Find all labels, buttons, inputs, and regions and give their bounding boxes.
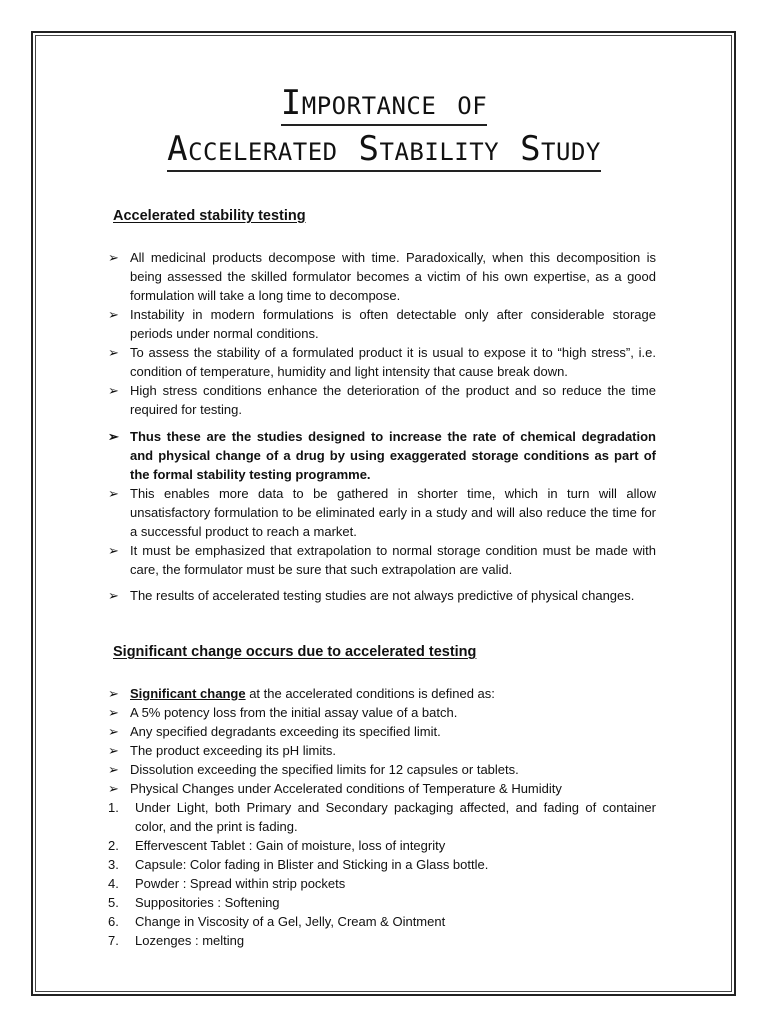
list-item-text: Instability in modern formulations is often detectable only after considerable storage periods under normal conditions. — [130, 307, 656, 341]
list-item-text: Under Light, both Primary and Secondary packaging affected, and fading of container color, and the print is fading. — [135, 800, 656, 834]
list-item-text: This enables more data to be gathered in shorter time, which in turn will allow unsatisfactory formulation to be eliminated early in a study and will also reduce the time for a successful product to reach a market. — [130, 486, 656, 539]
bullet-arrow-icon: ➢ — [108, 762, 119, 777]
list-item-text: The results of accelerated testing studies are not always predictive of physical changes. — [130, 588, 635, 603]
bullet-arrow-icon: ➢ — [108, 383, 119, 398]
section-heading-significant-change: Significant change occurs due to accelerated testing — [113, 644, 477, 660]
bullet-arrow-icon: ➢ — [108, 724, 119, 739]
item-number: 5. — [108, 895, 119, 910]
list-item-text: Any specified degradants exceeding its specified limit. — [130, 724, 441, 739]
list-item — [108, 722, 656, 741]
numbered-item — [108, 893, 656, 912]
list-item-text: The product exceeding its pH limits. — [130, 743, 336, 758]
list-item — [108, 760, 656, 779]
numbered-item — [108, 912, 656, 931]
item-number: 3. — [108, 857, 119, 872]
bullet-arrow-icon: ➢ — [108, 781, 119, 796]
list-item-text: Change in Viscosity of a Gel, Jelly, Cream & Ointment — [135, 914, 446, 929]
list-item-text: A 5% potency loss from the initial assay value of a batch. — [130, 705, 458, 720]
item-number: 2. — [108, 838, 119, 853]
title-text-1: Importance of — [281, 83, 487, 126]
list-item-text: Effervescent Tablet : Gain of moisture, loss of integrity — [135, 838, 446, 853]
list-item-text: All medicinal products decompose with time. Paradoxically, when this decomposition is being assessed the skilled formulator becomes a victim of his own expertise, as a good formulation will take a long time to decompose. — [130, 250, 656, 303]
item-number: 4. — [108, 876, 119, 891]
bullet-arrow-icon: ➢ — [108, 743, 119, 758]
page-title-line-1 — [0, 83, 768, 126]
list-item-text: To assess the stability of a formulated product it is usual to expose it to “high stress”, i.e. condition of temperature, humidity and light intensity that cause break down. — [130, 345, 656, 379]
numbered-item — [108, 874, 656, 893]
list-item-text: Physical Changes under Accelerated conditions of Temperature & Humidity — [130, 781, 562, 796]
title-text-2-wrap — [167, 129, 601, 172]
list-item — [108, 586, 656, 605]
list-item-text: at the accelerated conditions is defined as: — [245, 686, 495, 701]
bullet-list-4 — [108, 684, 656, 798]
bullet-arrow-icon: ➢ — [108, 705, 119, 720]
section-heading-accelerated-stability: Accelerated stability testing — [113, 208, 306, 224]
defined-term: Significant change — [130, 686, 246, 701]
item-number: 1. — [108, 800, 119, 815]
list-item — [108, 779, 656, 798]
list-item-text: Powder : Spread within strip pockets — [135, 876, 346, 891]
list-item — [108, 541, 656, 579]
numbered-item — [108, 855, 656, 874]
bullet-arrow-icon: ➢ — [108, 250, 119, 265]
page-title-line-2 — [0, 129, 768, 172]
list-item — [108, 684, 656, 703]
bullet-list-2 — [108, 427, 656, 579]
numbered-item — [108, 798, 656, 836]
bullet-list-1 — [108, 248, 656, 419]
list-item — [108, 703, 656, 722]
bullet-arrow-icon: ➢ — [108, 588, 119, 603]
title-text-2: Accelerated Stability Study — [167, 129, 601, 169]
list-item — [108, 484, 656, 541]
list-item — [108, 741, 656, 760]
list-item — [108, 248, 656, 305]
list-item-text: Suppositories : Softening — [135, 895, 280, 910]
bullet-arrow-icon: ➢ — [108, 543, 119, 558]
list-item-text: High stress conditions enhance the deterioration of the product and so reduce the time required for testing. — [130, 383, 656, 417]
bullet-arrow-icon: ➢ — [108, 686, 119, 701]
bullet-arrow-icon: ➢ — [108, 345, 119, 360]
list-item — [108, 381, 656, 419]
numbered-item — [108, 931, 656, 950]
list-item-emphasis — [108, 427, 656, 484]
list-item — [108, 343, 656, 381]
item-number: 6. — [108, 914, 119, 929]
list-item-text: Lozenges : melting — [135, 933, 245, 948]
list-item-text: Dissolution exceeding the specified limits for 12 capsules or tablets. — [130, 762, 519, 777]
list-item-text: Thus these are the studies designed to increase the rate of chemical degradation and physical change of a drug by using exaggerated storage conditions as part of the formal stability testing programme. — [130, 429, 656, 482]
list-item — [108, 305, 656, 343]
item-number: 7. — [108, 933, 119, 948]
list-item-text: Capsule: Color fading in Blister and Sticking in a Glass bottle. — [135, 857, 489, 872]
numbered-list — [108, 798, 656, 950]
bullet-arrow-icon: ➢ — [108, 429, 119, 444]
bullet-list-3 — [108, 586, 656, 605]
list-item-text: It must be emphasized that extrapolation to normal storage condition must be made with care, the formulator must be sure that such extrapolation are valid. — [130, 543, 656, 577]
bullet-arrow-icon: ➢ — [108, 307, 119, 322]
numbered-item — [108, 836, 656, 855]
bullet-arrow-icon: ➢ — [108, 486, 119, 501]
